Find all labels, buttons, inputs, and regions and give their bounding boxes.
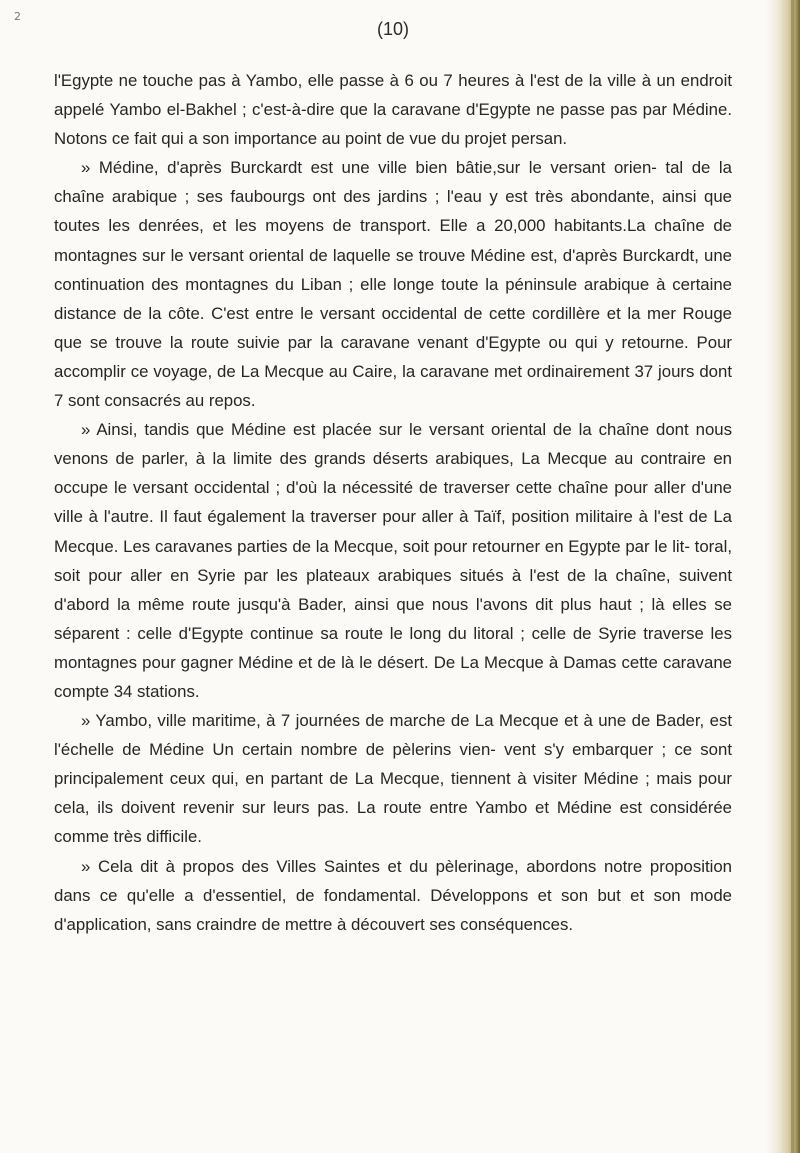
corner-mark: 2 [14, 10, 21, 23]
paragraph-2: » Médine, d'après Burckardt est une ville bien bâtie,sur le versant orien- tal de la chaîne arabique ; ses faubourgs ont des jardins ; l'eau y est très abondante, ainsi que toutes les denrées, et les moyens de transport. Elle a 20,000 habitants.La chaîne de montagnes sur le versant oriental de laquelle se trouve Médine est, d'après Burckardt, une continuation des montagnes du Liban ; elle longe toute la péninsule arabique à certaine distance de la côte. C'est entre le versant occidental de cette cordillère et la mer Rouge que se trouve la route suivie par la caravane venant d'Egypte ou qui y retourne. Pour accomplir ce voyage, de La Mecque au Caire, la caravane met ordinairement 37 jours dont 7 sont consacrés au repos. [54, 158, 732, 411]
paragraph-3: » Ainsi, tandis que Médine est placée sur le versant oriental de la chaîne dont nous venons de parler, à la limite des grands déserts arabiques, La Mecque au contraire en occupe le versant occidental ; d'où la nécessité de traverser cette chaîne pour aller d'une ville à l'autre. Il faut également la traverser pour aller à Taïf, position militaire à l'est de La Mecque. Les caravanes parties de la Mecque, soit pour retourner en Egypte par le lit- toral, soit pour aller en Syrie par les plateaux arabiques situés à l'est de la chaîne, suivent d'abord la même route jusqu'à Bader, ainsi que nous l'avons dit plus haut ; là elles se séparent : celle d'Egypte continue sa route le long du litoral ; celle de Syrie traverse les montagnes pour gagner Médine et de là le désert. De La Mecque à Damas cette caravane compte 34 stations. [54, 420, 732, 701]
page-binding-edge [766, 0, 800, 1153]
paragraph-1: l'Egypte ne touche pas à Yambo, elle passe à 6 ou 7 heures à l'est de la ville à un endroit appelé Yambo el-Bakhel ; c'est-à-dire que la caravane d'Egypte ne passe pas par Médine. Notons ce fait qui a son importance au point de vue du projet persan. [54, 71, 732, 149]
body-text [54, 66, 732, 939]
page-number: (10) [376, 19, 409, 39]
paragraph-4: » Yambo, ville maritime, à 7 journées de marche de La Mecque et à une de Bader, est l'échelle de Médine Un certain nombre de pèlerins vien- vent s'y embarquer ; ce sont principalement ceux qui, en partant de La Mecque, tiennent à visiter Médine ; mais pour cela, ils doivent revenir sur leurs pas. La route entre Yambo et Médine est considérée comme très difficile. [54, 711, 732, 847]
paragraph-5: » Cela dit à propos des Villes Saintes et du pèlerinage, abordons notre proposition dans ce qu'elle a d'essentiel, de fondamental. Développons et son but et son mode d'application, sans craindre de mettre à découvert ses conséquences. [54, 856, 732, 934]
page-edge-shadow [791, 0, 794, 1153]
